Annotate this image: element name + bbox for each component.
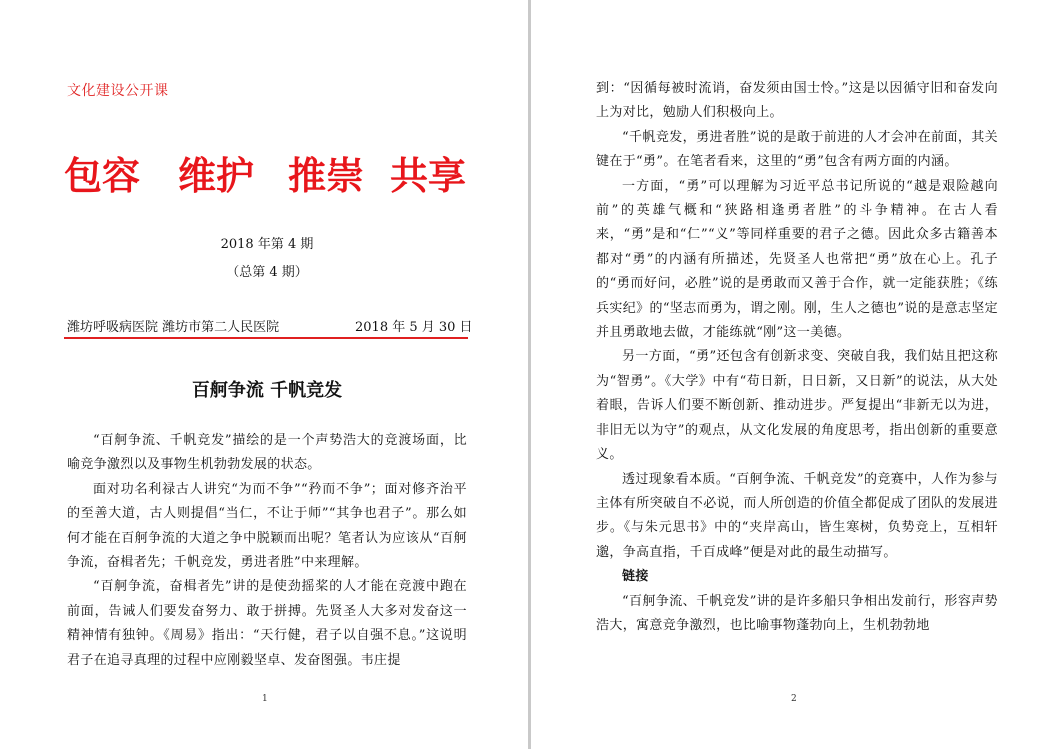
paragraph: 另一方面，“勇”还包含有创新求变、突破自我，我们姑且把这称为“智勇”。《大学》中有“苟日新，日日新，又日新”的说法，从大处着眼，告诉人们要不断创新、推动进步。严复提出“非新无以为进，非旧无以为守”的观点，从文化发展的角度思考，指出创新的重要意义。 [596, 349, 998, 463]
paragraph: “千帆竞发，勇进者胜”说的是敢于前进的人才会冲在前面，其关键在于“勇”。在笔者看来，这里的“勇”包含有两方面的内涵。 [596, 129, 998, 170]
page-1 [0, 0, 528, 749]
masthead-title [64, 150, 484, 202]
article-body-page-2 [596, 77, 998, 638]
masthead-word-1: 包容 [64, 153, 141, 198]
publisher-names: 潍坊呼吸病医院 潍坊市第二人民医院 [67, 320, 280, 335]
page-number: 1 [262, 694, 268, 704]
paragraph: 透过现象看本质。“百舸争流、千帆竞发”的竞赛中，人作为参与主体有所突破自不必说，而人所创造的价值全都促成了团队的发展进步。《与朱元思书》中的“夹岸高山，皆生寒树，负势竞上，互相轩邈，争高直指，千百成峰”便是对此的最生动描写。 [596, 471, 998, 560]
article-body-page-1 [67, 429, 467, 673]
paragraph: 面对功名利禄古人讲究“为而不争”“矜而不争”；面对修齐治平的至善大道，古人则提倡“当仁，不让于师”“其争也君子”。那么如何才能在百舸争流的大道之争中脱颖而出呢？笔者认为应该从“百舸争流，奋楫者先；千帆竞发，勇进者胜”中来理解。 [67, 481, 467, 571]
paragraph: “百舸争流、千帆竞发”讲的是许多船只争相出发前行，形容声势浩大，寓意竞争激烈，也比喻事物蓬勃向上，生机勃勃地 [596, 593, 998, 633]
paragraph: “百舸争流，奋楫者先”讲的是使劲摇桨的人才能在竞渡中跑在前面，告诫人们要发奋努力、敢于拼搏。先贤圣人大多对发奋这一精神情有独钟。《周易》指出：“天行健，君子以自强不息。”这说明君子在追寻真理的过程中应刚毅坚卓、发奋图强。韦庄提 [67, 579, 467, 668]
article-title: 百舸争流 千帆竞发 [191, 380, 343, 401]
issue-total: （总第 4 期） [226, 265, 308, 280]
page-number: 2 [791, 694, 797, 704]
publication-date: 2018 年 5 月 30 日 [355, 320, 473, 335]
masthead-word-3: 推崇 [288, 153, 365, 198]
section-heading: 链接 [622, 569, 649, 585]
paragraph: 到：“因循每被时流诮，奋发须由国士怜。”这是以因循守旧和奋发向上为对比，勉励人们积极向上。 [596, 81, 998, 121]
series-label: 文化建设公开课 [67, 83, 169, 99]
issue-number: 2018 年第 4 期 [220, 237, 314, 252]
paragraph: 一方面，“勇”可以理解为习近平总书记所说的“越是艰险越向前”的英雄气概和“狭路相逢勇者胜”的斗争精神。在古人看来，“勇”是和“仁”“义”等同样重要的君子之德。因此众多古籍善本都对“勇”的内涵有所描述，先贤圣人也常把“勇”放在心上。孔子的“勇而好问，必胜”说的是勇敢而又善于合作，就一定能获胜；《练兵实纪》的“坚志而勇为，谓之刚。刚，生人之德也”说的是意志坚定并且勇敢地去做，才能练就“刚”这一美德。 [596, 178, 998, 341]
header-divider [64, 337, 468, 339]
paragraph: “百舸争流、千帆竞发”描绘的是一个声势浩大的竞渡场面，比喻竞争激烈以及事物生机勃勃发展的状态。 [67, 433, 467, 473]
masthead-word-2: 维护 [178, 153, 255, 198]
masthead-word-4: 共享 [390, 153, 467, 198]
